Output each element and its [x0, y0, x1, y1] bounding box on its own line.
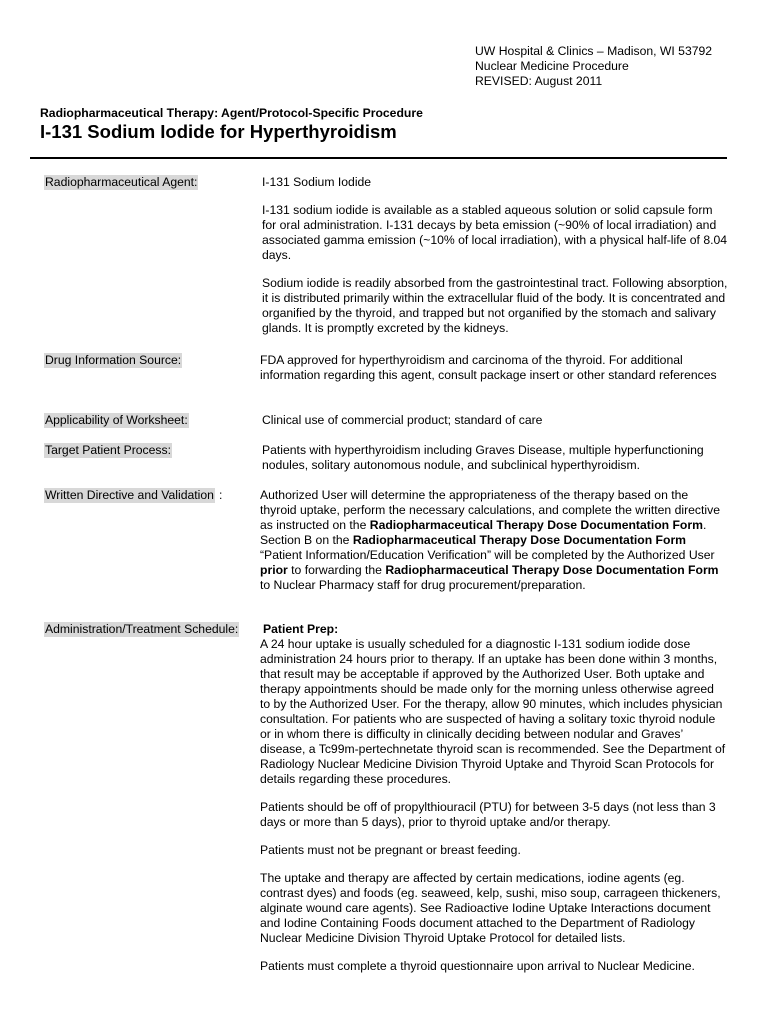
directive-text-4: to forwarding the [287, 563, 386, 577]
target-text: Patients with hyperthyroidism including Graves Disease, multiple hyperfunctioning nodules, solitary autonomous nodule, and subclinical hyperthyroidism. [262, 443, 704, 472]
patient-prep-paragraph-4: The uptake and therapy are affected by certain medications, iodine agents (eg. contrast dyes) and foods (eg. seaweed, kelp, sushi, miso soup, carrageen thickeners, alginate wound care agents). See Radioactive Iodine Uptake Interactions document and Iodine Containing Foods document attached to the Department of Radiology Nuclear Medicine Division Thyroid Uptake Protocol for detailed lists. [260, 871, 721, 945]
target-content [262, 443, 728, 473]
procedure-type-line: Nuclear Medicine Procedure [475, 59, 629, 73]
directive-prior-emphasis: prior [260, 563, 288, 577]
agent-paragraph-1: I-131 sodium iodide is available as a stabled aqueous solution or solid capsule form for oral administration. I-131 decays by beta emission (~90% of local irradiation) and associated gamma emission (~10% of local irradiation), with a physical half-life of 8.04 days. [262, 203, 728, 262]
drug-info-text: FDA approved for hyperthyroidism and carcinoma of the thyroid. For additional information regarding this agent, consult package insert or other standard references [260, 353, 717, 382]
document-header [475, 44, 712, 89]
directive-form-ref-3: Radiopharmaceutical Therapy Dose Documentation Form [385, 563, 719, 577]
directive-label: Written Directive and Validation [45, 488, 214, 502]
document-title: I-131 Sodium Iodide for Hyperthyroidism [40, 121, 397, 142]
document-subtitle: Radiopharmaceutical Therapy: Agent/Protocol-Specific Procedure [40, 106, 423, 120]
drug-info-content [260, 353, 726, 383]
applicability-label: Applicability of Worksheet: [45, 413, 188, 427]
directive-label-colon: : [219, 488, 223, 502]
target-label: Target Patient Process: [45, 443, 171, 457]
directive-text [260, 488, 726, 593]
revised-line: REVISED: August 2011 [475, 74, 603, 88]
title-divider [30, 157, 727, 159]
patient-prep-paragraph-2: Patients should be off of propylthiouracil (PTU) for between 3-5 days (not less than 3 days or more than 5 days), prior to thyroid uptake and/or therapy. [260, 800, 716, 829]
directive-text-5: to Nuclear Pharmacy staff for drug procurement/preparation. [260, 578, 586, 592]
drug-info-label: Drug Information Source: [45, 353, 182, 367]
agent-paragraph-2: Sodium iodide is readily absorbed from the gastrointestinal tract. Following absorption, it is distributed primarily within the extracellular fluid of the body. It is concentrated and organified by the thyroid, and trapped but not organified by the stomach and salivary glands. It is promptly excreted by the kidneys. [262, 276, 728, 335]
agent-label: Radiopharmaceutical Agent: [45, 175, 198, 189]
patient-prep-paragraph-5: Patients must complete a thyroid questionnaire upon arrival to Nuclear Medicine. [260, 959, 695, 973]
patient-prep-heading: Patient Prep: [263, 622, 339, 636]
directive-text-1: Authorized User will determine the appropriateness of the therapy based on the thyroid uptake, perform the necessary calculations, and complete the written directive as instructed on the [260, 488, 720, 532]
directive-content [260, 488, 726, 593]
agent-content [262, 175, 728, 336]
directive-form-ref-1: Radiopharmaceutical Therapy Dose Documentation Form [369, 518, 703, 532]
applicability-content [262, 413, 728, 428]
administration-label: Administration/Treatment Schedule: [45, 622, 239, 636]
patient-prep-paragraph-3: Patients must not be pregnant or breast feeding. [260, 843, 521, 857]
institution-line: UW Hospital & Clinics – Madison, WI 53792 [475, 44, 713, 58]
agent-name: I-131 Sodium Iodide [262, 175, 372, 189]
directive-text-3: “Patient Information/Education Verification” will be completed by the Authorized User [260, 548, 715, 562]
administration-content [260, 622, 726, 974]
directive-text-2: . Section B on the [260, 518, 707, 547]
patient-prep-paragraph-1: A 24 hour uptake is usually scheduled for a diagnostic I-131 sodium iodide dose administration 24 hours prior to therapy. If an uptake has been done within 3 months, that result may be acceptable if approved by the Authorized User. Both uptake and therapy appointments should be made only for the morning unless otherwise agreed to by the Authorized User. For the therapy, allow 90 minutes, which includes physician consultation. For patients who are suspected of having a solitary toxic thyroid nodule or in whom there is difficulty in clinically deciding between nodular and Graves’ disease, a Tc99m-pertechnetate thyroid scan is recommended. See the Department of Radiology Nuclear Medicine Division Thyroid Uptake and Thyroid Scan Protocols for details regarding these procedures. [260, 637, 726, 786]
directive-form-ref-2: Radiopharmaceutical Therapy Dose Documentation Form [352, 533, 687, 547]
applicability-text: Clinical use of commercial product; standard of care [262, 413, 543, 427]
